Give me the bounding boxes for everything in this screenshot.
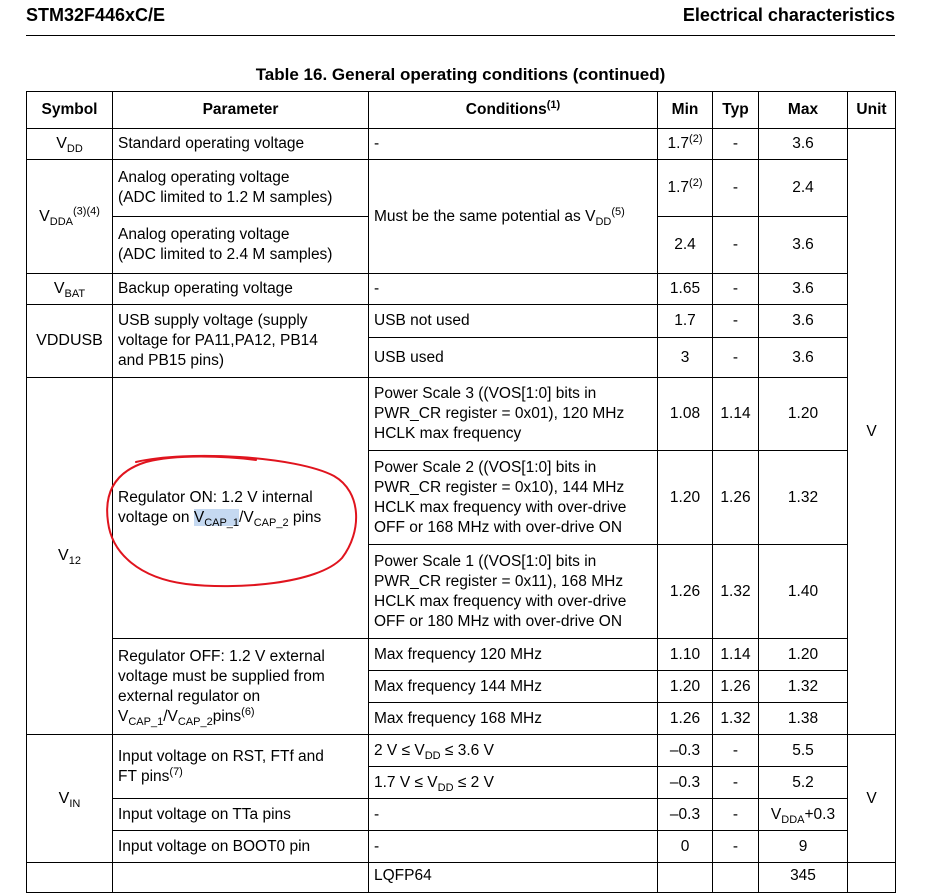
condition-cell: Power Scale 3 ((VOS[1:0] bits in PWR_CR register = 0x01), 120 MHz HCLK max frequency	[369, 378, 658, 451]
symbol-cell: $V_{12}$	[27, 378, 113, 735]
parameter-cell	[113, 863, 369, 893]
symbol-cell: $V_{IN}$	[27, 735, 113, 863]
operating-conditions-table	[26, 91, 896, 893]
table-row	[27, 305, 896, 338]
max-cell: 3.6	[759, 217, 848, 274]
typ-cell: -	[713, 160, 759, 217]
max-cell: 1.40	[759, 545, 848, 639]
typ-cell: -	[713, 767, 759, 799]
table-row	[27, 378, 896, 451]
symbol-cell	[27, 863, 113, 893]
condition-cell: 1.7 $V \le V_{DD} \le 2$ V	[369, 767, 658, 799]
table-row	[27, 863, 896, 893]
col-parameter: Parameter	[113, 92, 369, 129]
symbol-cell: $V_{DDA}^{(3)(4)}$	[27, 160, 113, 274]
col-typ: Typ	[713, 92, 759, 129]
unit-cell	[848, 863, 896, 893]
parameter-cell: Input voltage on RST, FTf and FT pins$^{(7)}$	[113, 735, 369, 799]
table-row	[27, 735, 896, 767]
table-row	[27, 639, 896, 671]
typ-cell: -	[713, 735, 759, 767]
max-cell: 1.32	[759, 671, 848, 703]
header-divider	[26, 35, 895, 36]
typ-cell: 1.26	[713, 451, 759, 545]
min-cell: 1.7$^{(2)}$	[658, 160, 713, 217]
max-cell: 9	[759, 831, 848, 863]
condition-cell: Must be the same potential as $V_{DD}^{(5)}$	[369, 160, 658, 274]
min-cell: 1.7$^{(2)}$	[658, 129, 713, 160]
max-cell: $V_{DDA}+0.3$	[759, 799, 848, 831]
parameter-cell: Input voltage on TTa pins	[113, 799, 369, 831]
col-unit: Unit	[848, 92, 896, 129]
min-cell: –0.3	[658, 799, 713, 831]
parameter-cell: Analog operating voltage (ADC limited to 1.2 M samples)	[113, 160, 369, 217]
min-cell: 1.26	[658, 545, 713, 639]
doc-section-title: Electrical characteristics	[682, 5, 895, 25]
min-cell: 0	[658, 831, 713, 863]
condition-cell: Max frequency 168 MHz	[369, 703, 658, 735]
typ-cell: -	[713, 274, 759, 305]
min-cell: 1.65	[658, 274, 713, 305]
typ-cell: -	[713, 217, 759, 274]
min-cell: 3	[658, 338, 713, 378]
min-cell: 1.10	[658, 639, 713, 671]
condition-cell: Max frequency 144 MHz	[369, 671, 658, 703]
min-cell: 2.4	[658, 217, 713, 274]
condition-cell: LQFP64	[369, 863, 658, 893]
max-cell: 1.20	[759, 378, 848, 451]
table-row	[27, 129, 896, 160]
min-cell: 1.08	[658, 378, 713, 451]
typ-cell: 1.32	[713, 545, 759, 639]
symbol-cell: $V_{DD}$	[27, 129, 113, 160]
parameter-cell: Standard operating voltage	[113, 129, 369, 160]
max-cell: 1.32	[759, 451, 848, 545]
min-cell: –0.3	[658, 767, 713, 799]
condition-cell: Power Scale 1 ((VOS[1:0] bits in PWR_CR register = 0x11), 168 MHz HCLK max frequency with over-drive OFF or 180 MHz with over-drive ON	[369, 545, 658, 639]
typ-cell: 1.32	[713, 703, 759, 735]
highlighted-text: $V_{CAP\_1}$	[193, 509, 240, 530]
col-conditions: Conditions$^{(1)}$	[369, 92, 658, 129]
min-cell: 1.20	[658, 671, 713, 703]
unit-cell: V	[848, 735, 896, 863]
max-cell: 2.4	[759, 160, 848, 217]
max-cell: 345	[759, 863, 848, 893]
table-row	[27, 274, 896, 305]
table-row	[27, 831, 896, 863]
doc-part-number: STM32F446xC/E	[26, 5, 166, 25]
min-cell: 1.7	[658, 305, 713, 338]
condition-cell: Power Scale 2 ((VOS[1:0] bits in PWR_CR register = 0x10), 144 MHz HCLK max frequency with over-drive OFF or 168 MHz with over-drive ON	[369, 451, 658, 545]
unit-cell: V	[848, 129, 896, 735]
max-cell: 5.2	[759, 767, 848, 799]
parameter-cell: Regulator ON: 1.2 V internal voltage on $V_{CAP\_1}/V_{CAP\_2}$ pins	[113, 378, 369, 639]
condition-cell: USB used	[369, 338, 658, 378]
typ-cell: -	[713, 129, 759, 160]
parameter-cell: Analog operating voltage (ADC limited to 2.4 M samples)	[113, 217, 369, 274]
parameter-cell: Backup operating voltage	[113, 274, 369, 305]
table-row	[27, 160, 896, 217]
max-cell: 3.6	[759, 129, 848, 160]
parameter-cell: Input voltage on BOOT0 pin	[113, 831, 369, 863]
table-header-row	[27, 92, 896, 129]
max-cell: 1.20	[759, 639, 848, 671]
condition-cell: -	[369, 831, 658, 863]
parameter-cell: Regulator OFF: 1.2 V external voltage must be supplied from external regulator on $V_{CAP\_1}/V_{CAP\_2}pins^{(6)}$	[113, 639, 369, 735]
typ-cell: 1.14	[713, 639, 759, 671]
max-cell: 3.6	[759, 274, 848, 305]
max-cell: 1.38	[759, 703, 848, 735]
typ-cell: -	[713, 305, 759, 338]
min-cell: 1.20	[658, 451, 713, 545]
min-cell: 1.26	[658, 703, 713, 735]
condition-cell: -	[369, 799, 658, 831]
typ-cell: 1.14	[713, 378, 759, 451]
table-caption: Table 16. General operating conditions (continued)	[255, 65, 666, 84]
typ-cell	[713, 863, 759, 893]
condition-cell: USB not used	[369, 305, 658, 338]
max-cell: 3.6	[759, 338, 848, 378]
condition-cell: -	[369, 274, 658, 305]
col-min: Min	[658, 92, 713, 129]
col-symbol: Symbol	[27, 92, 113, 129]
typ-cell: -	[713, 831, 759, 863]
table-row	[27, 799, 896, 831]
col-max: Max	[759, 92, 848, 129]
max-cell: 3.6	[759, 305, 848, 338]
min-cell: –0.3	[658, 735, 713, 767]
symbol-cell: VDDUSB	[27, 305, 113, 378]
typ-cell: 1.26	[713, 671, 759, 703]
condition-cell: -	[369, 129, 658, 160]
max-cell: 5.5	[759, 735, 848, 767]
condition-cell: Max frequency 120 MHz	[369, 639, 658, 671]
typ-cell: -	[713, 338, 759, 378]
min-cell	[658, 863, 713, 893]
typ-cell: -	[713, 799, 759, 831]
symbol-cell: $V_{BAT}$	[27, 274, 113, 305]
condition-cell: 2 $V \le V_{DD} \le 3.6$ V	[369, 735, 658, 767]
parameter-cell: USB supply voltage (supply voltage for PA11,PA12, PB14 and PB15 pins)	[113, 305, 369, 378]
